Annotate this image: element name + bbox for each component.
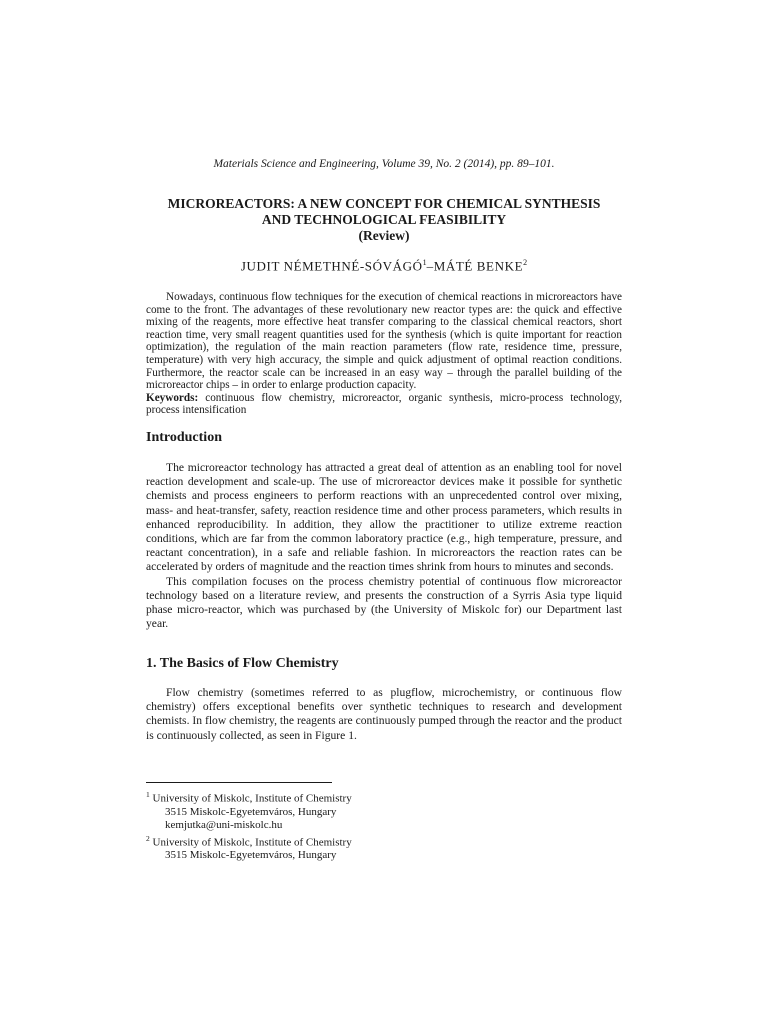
- footnote-divider: [146, 782, 332, 783]
- section-1-heading: 1. The Basics of Flow Chemistry: [146, 656, 339, 671]
- introduction-heading: Introduction: [146, 430, 222, 445]
- keywords: [146, 392, 622, 417]
- footnote-1: [146, 788, 622, 806]
- abstract-text: Nowadays, continuous flow techniques for the execution of chemical reactions in microreactors have come to the front. The advantages of these revolutionary new reactor types are: the quick and effective mixing of the reagents, more effective heat transfer comparing to the classical chemical reactors, short reaction time, very small reagent quantities used for the synthesis (which is quite important for reaction optimization), the regulation of the main reaction parameters (flow rate, residence time, pressure, temperature) with very high accuracy, the simple and quick adjustment of optimal reaction conditions. Furthermore, the reactor scale can be increased in an easy way – through the parallel building of the microreactor chips – in order to enlarge production capacity.: [146, 291, 622, 392]
- journal-citation: Materials Science and Engineering, Volume 39, No. 2 (2014), pp. 89–101.: [213, 158, 555, 170]
- section-1-body: [146, 686, 622, 743]
- abstract: [146, 291, 622, 417]
- footnote-1-affiliation: University of Miskolc, Institute of Chemistry: [149, 792, 352, 805]
- author-separator: –: [426, 258, 434, 274]
- introduction-paragraph-2: This compilation focuses on the process chemistry potential of continuous flow microreactor technology based on a literature review, and presents the construction of a Syrris Asia type liquid phase micro-reactor, which was purchased by (the University of Miskolc for) our Department last year.: [146, 574, 622, 631]
- title-line-3: (Review): [358, 228, 410, 243]
- introduction-body: [146, 461, 622, 631]
- author-2-footnote-mark: 2: [523, 258, 528, 267]
- section-1-paragraph-1: Flow chemistry (sometimes referred to as plugflow, microchemistry, or continuous flow chemistry) offers exceptional benefits over synthetic techniques to research and development chemists. In flow chemistry, the reagents are continuously pumped through the reactor and the product is continuously collected, as seen in Figure 1.: [146, 686, 622, 742]
- keywords-text: continuous flow chemistry, microreactor, organic synthesis, micro-process technology, process intensification: [146, 391, 622, 417]
- footnote-2-address: 3515 Miskolc-Egyetemváros, Hungary: [165, 849, 337, 862]
- title-line-1: MICROREACTORS: A NEW CONCEPT FOR CHEMICAL SYNTHESIS: [167, 196, 601, 211]
- keywords-label: Keywords:: [146, 391, 199, 404]
- author-list: [0, 258, 768, 274]
- title-line-2: AND TECHNOLOGICAL FEASIBILITY: [261, 212, 507, 227]
- author-1: JUDIT NÉMETHNÉ-SÓVÁGÓ: [240, 258, 423, 274]
- introduction-paragraph-1: The microreactor technology has attracted a great deal of attention as an enabling tool for novel reaction development and scale-up. The use of microreactor devices make it possible for synthetic chemists and process engineers to perform reactions with an unprecedented control over mixing, mass- and heat-transfer, safety, reaction residence time and other process parameters, which results in enhanced reproducibility. In addition, they allow the practitioner to utilize extreme reaction conditions, which are far from the common laboratory practice (e.g., high temperature, pressure, and reactant concentration), in a safe and reliable fashion. In microreactors the reaction rates can be accelerated by orders of magnitude and the reaction times shrink from hours to minutes and seconds.: [146, 461, 622, 574]
- author-1-footnote-mark: 1: [422, 258, 427, 267]
- footnote-2: [146, 832, 622, 850]
- footnotes: [146, 788, 622, 862]
- footnote-1-address: 3515 Miskolc-Egyetemváros, Hungary: [165, 805, 337, 818]
- footnote-2-mark: 2: [146, 833, 150, 843]
- author-2: MÁTÉ BENKE: [433, 258, 524, 274]
- footnote-1-mark: 1: [146, 790, 150, 799]
- footnote-2-affiliation: University of Miskolc, Institute of Chemistry: [149, 836, 352, 849]
- footnote-1-email: kemjutka@uni-miskolc.hu: [165, 818, 283, 831]
- paper-title: [100, 196, 668, 244]
